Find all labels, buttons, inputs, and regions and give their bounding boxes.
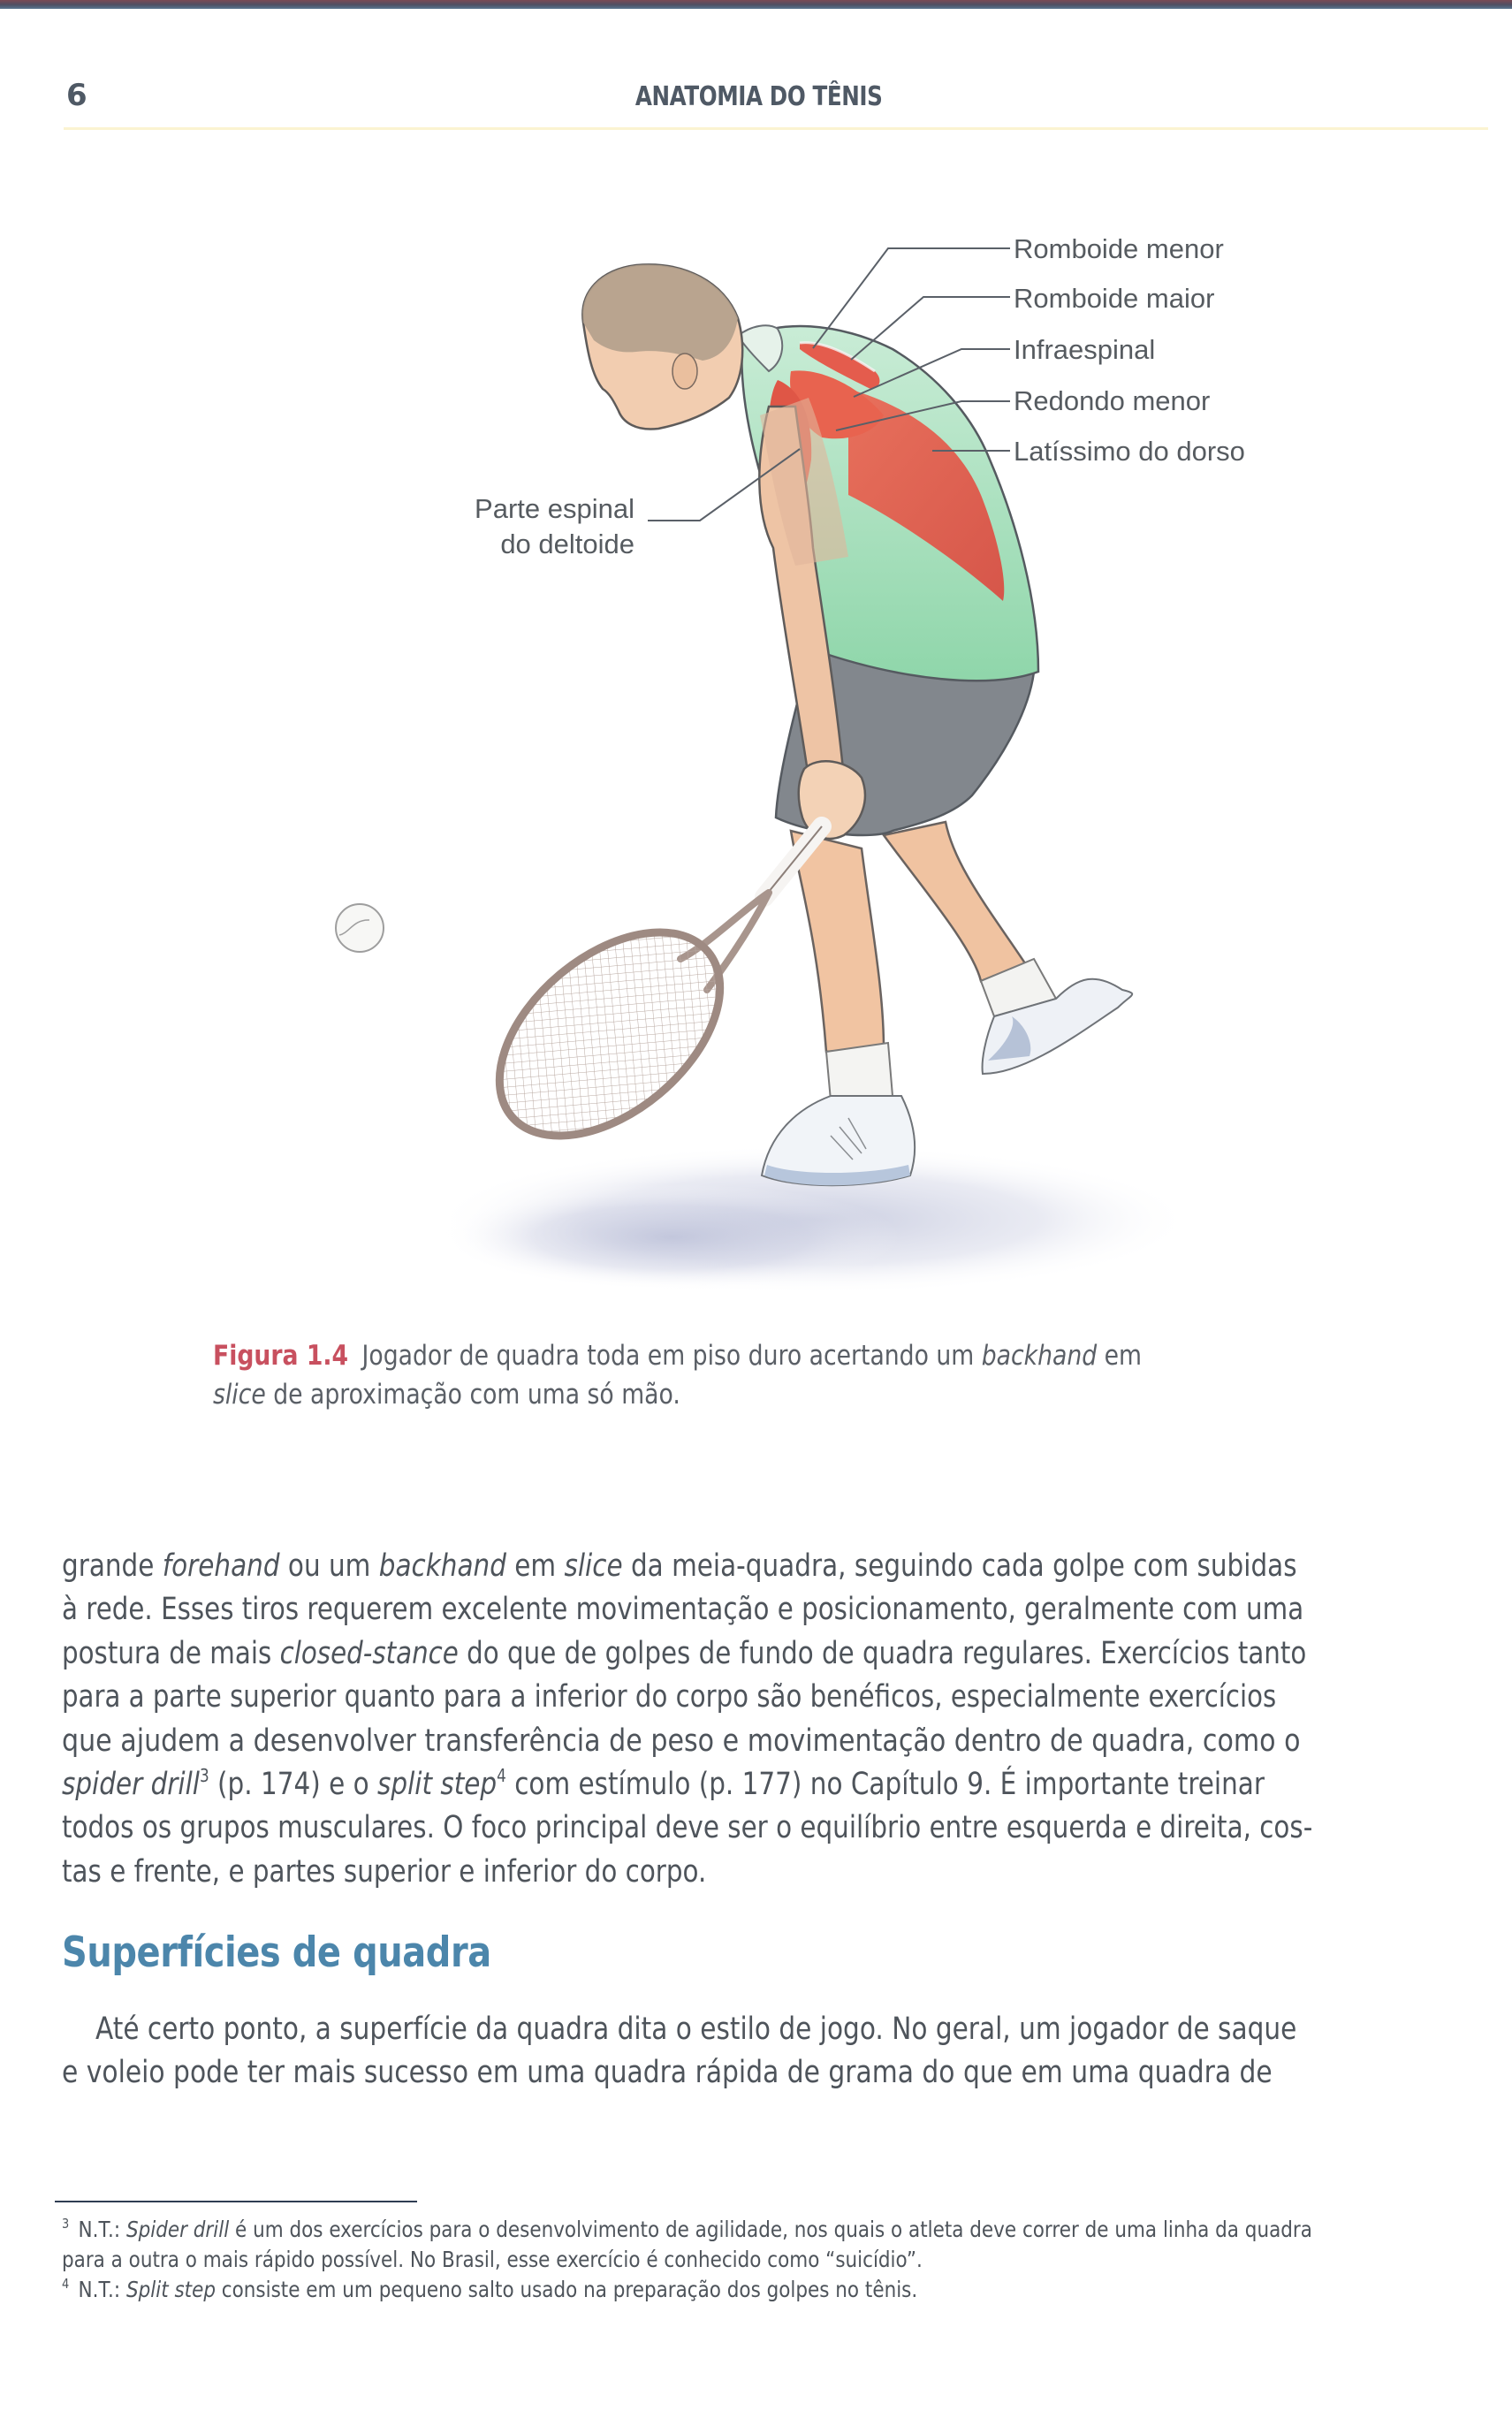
footnote-ref-3[interactable]: 3 [199,1765,209,1787]
footnote-3: $^3$ N.T.: Spider drill é um dos exercícios para o desenvolvimento de agilidade, nos quais o atleta deve correr de uma linha da quadra [62,2216,1312,2242]
scan-top-edge [0,0,1512,9]
footnotes [62,2215,1485,2305]
label-parte-espinal-line1: Parte espinal [475,493,634,524]
running-title: ANATOMIA DO TÊNIS [634,81,883,112]
paragraph-line: à rede. Esses tiros requerem excelente movimentação e posicionamento, geralmente com uma [62,1592,1304,1628]
footnote-ref-4[interactable]: 4 [497,1765,506,1787]
section-paragraph [62,2008,1485,2095]
page-number: 6 [66,78,87,113]
section-heading: Superfícies de quadra [62,1928,491,1977]
caption-italic-term: backhand [981,1340,1098,1372]
figure-illustration [0,133,1512,1326]
player-head [582,264,742,429]
label-latissimo-do-dorso: Latíssimo do dorso [1014,436,1245,467]
caption-text: de aproximação com uma só mão. [265,1379,680,1411]
paragraph-line: spider drill$^3$ (p. 174) e o split step$^4$ com estímulo (p. 177) no Capítulo 9. É importante treinar [62,1765,1265,1803]
paragraph-line: postura de mais closed-stance do que de golpes de fundo de quadra regulares. Exercícios tanto [62,1635,1307,1671]
paragraph-line: e voleio pode ter mais sucesso em uma quadra rápida de grama do que em uma quadra de [62,2055,1273,2091]
paragraph-line: todos os grupos musculares. O foco principal deve ser o equilíbrio entre esquerda e direita, cos- [62,1810,1313,1846]
footnote-3-continued: para a outra o mais rápido possível. No Brasil, esse exercício é conhecido como “suicídio”. [62,2247,923,2272]
caption-text: em [1097,1340,1142,1372]
label-infraespinal: Infraespinal [1014,334,1156,365]
footnote-4: $^4$ N.T.: Split step consiste em um pequeno salto usado na preparação dos golpes no tênis. [62,2276,918,2302]
tennis-racket [461,826,822,1176]
paragraph-line: tas e frente, e partes superior e inferior do corpo. [62,1853,707,1890]
paragraph-line: que ajudem a desenvolver transferência de peso e movimentação dentro de quadra, como o [62,1723,1301,1759]
back-leg [884,822,1132,1074]
paragraph-line: Até certo ponto, a superfície da quadra dita o estilo de jogo. No geral, um jogador de saque [95,2012,1297,2047]
label-romboide-menor: Romboide menor [1014,233,1224,264]
caption-italic-term: slice [213,1379,266,1411]
paragraph-line: para a parte superior quanto para a inferior do corpo são benéficos, especialmente exercícios [62,1679,1277,1715]
figure-caption [213,1336,1292,1414]
caption-text: Jogador de quadra toda em piso duro acertando um [361,1340,982,1372]
figure-number: Figura 1.4 [213,1340,349,1372]
paragraph-line: grande forehand ou um backhand em slice da meia-quadra, seguindo cada golpe com subidas [62,1548,1297,1584]
header-rule [64,127,1488,130]
body-paragraph [62,1545,1485,1894]
running-head [0,78,1512,122]
tennis-ball-icon [336,904,384,952]
label-romboide-maior: Romboide maior [1014,283,1215,314]
footnote-rule [55,2201,417,2202]
label-parte-espinal-line2: do deltoide [500,529,634,559]
label-redondo-menor: Redondo menor [1014,385,1211,416]
